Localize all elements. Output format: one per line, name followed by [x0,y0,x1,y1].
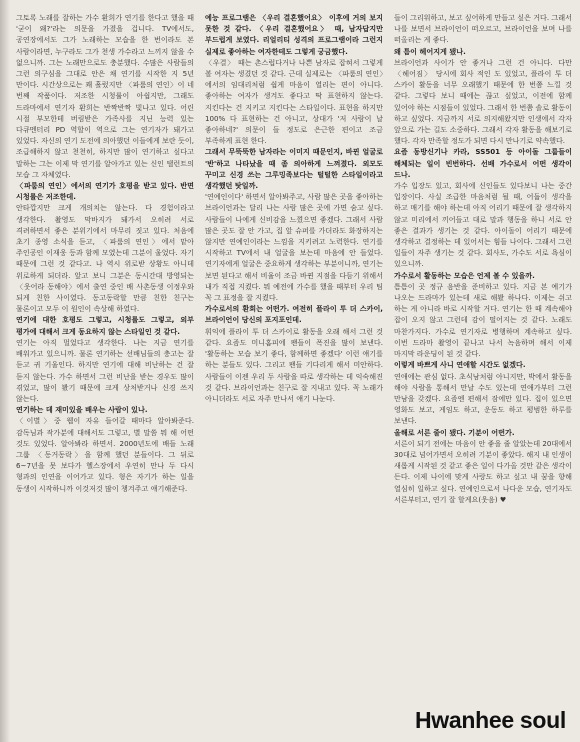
interview-question: 이렇게 바쁘게 사니 연애할 시간도 없겠다. [394,360,526,370]
page-binding-shadow [0,0,10,742]
interview-answer: 안타깝지만 크게 개의치는 않는다. 다 경험이라고 생각한다. 촬영도 막바지가 돼가서 오히려 서로 격려하면서 좋은 분위기에서 마무리 짓고 있다. 처음에 초기 종영 소식을 듣고, 〈파룸의 연인〉에서 맡아 주인공인 이재웅 등과 함께 모였는데 그분이 울었다. 자기 때문에 그런 것 같다고. 나 역시 위로받 상황도 아니데 위로하게 되더라. 앞고 보니 그분은 동시간대 방영되는 〈웃어라 동해야〉에서 출연 중인 배 사촌동생 이정우와 되게 친한 사이였다. 동고동락할 만큼 친한 친구는 물론이고 모두 이 원인이 속상해 하였다. [16,203,194,314]
interview-question: 연기하는 데 재미있을 배우는 사람이 있나. [16,405,148,415]
interview-answer: 연애에는 관심 없다. 초식남처럼 아니지만, 박에서 활동을 해야 사람을 통해서 만날 수도 있는데 연애가부터 그런 만남을 갖겠다. 요즘엔 편해서 잠에만 있다. 집이 있으면 영화도 보고, 게임도 하고, 운동도 하고 평범한 하루를 보낸다. [394,371,572,426]
article-title-brand: Hwanhee soul [414,707,566,733]
interview-question: 요즘 동방신기나 카라, SS501 등 아이돌 그룹들이 해체되는 일이 빈번하다. 선배 가수로서 어떤 생각이 드나. [394,147,572,179]
article-column-2 [205,12,383,700]
interview-answer: 〈이별〉중 웹이 자유 들어갈 때마다 알아봐준다. 감독님과 작가분에 대해서도 그렇고, 별 말씀 뭐 해 어떤 것도 있었다. 알아봐라 하면서. 2000년도에 배들 노래 그룹 〈동거동락〉을 함께 했던 분들이다. 그 뒤로 6~7년을 못 보다가 헬스장에서 우연히 만나 두 다시 형과의 인연을 이어가고 있다. 형은 자기가 하는 일을 동생이 시작하니까 이것저것 많이 챙겨주고 얘기해준다. [16,416,194,493]
interview-answer: 틈틈이 곳 정규 음반을 준비하고 있다. 지금 본 예기가 나오는 드라마가 있는데 새로 해봤 하나다. 이제는 쉬고 하는 게 아니라 바로 시작할 거다. 연기는 한 때 계속해야 잡이 오지 않고 그런데 감이 떨어지는 것 같다. 노래도 마찬가지다. 가수로 연기자로 병행하며 계속하고 싶다. 이번 드라마 촬영이 끝나고 나서 녹음하며 해서 이제 마지막 라운딩이 된 것 같다. [394,281,572,359]
interview-answer: '연예인이다' 하면서 알아봐주고, 사람 많은 곳을 좋아하는 브라이언과는 달리 나는 사람 많은 곳에 가면 숨고 싶다. 사람들이 나에게 신비감을 느꼈으면 좋겠다. 그래서 사람 많은 곳도 잘 안 가고, 집 앞 슈퍼를 가더라도 화장하지는 않지만 연예인이라는 느낌을 지키려고 노력한다. 연기를 시작하고 TV에서 내 얼굴을 보는데 마음에 안 들었다. 연기자에게 얼굴은 중요하게 생각하는 부분이니까, 연기는 보면 된다고 해서 비율이 조금 바뀐 지점을 다듬기 위해서 내가 직접 지켰다. 뭐 예전에 가수를 했을 때부터 우리 팀 꼭 그 표정을 잘 지켰다. [205,192,383,303]
interview-question: 연기에 대한 호평도 그렇고, 시청률도 그렇고, 외부 평가에 대해서 크게 동요하지 않는 스타일인 것 같다. [16,315,194,336]
article-column-3 [394,12,572,700]
interview-answer: 들이 그리워하고, 보고 싶어하게 만들고 싶은 거다. 그래서 나를 보면서 브라이언이 떠오르고, 브라이언을 보며 나를 떠올리는 게 좋다. [394,13,572,45]
interview-question: 가수로서의 환희는 어떤가. 여전히 플라이 투 더 스카이, 브라이언이 당신의 포지포인데. [205,304,383,325]
interview-answer: 가수 입장도 있고, 회사에 신인들도 있다보니 나는 중간 입장이다. 사실 조급한 마음처럼 될 때, 어둡이 생각을 하고 매기를 해야 하는데 아직 어리기 때문에 잘 생각하지 않고 미리에서 끼어들고 대로 말과 행동을 하니 서로 안 좋은 결과가 생기는 것 같다. 아이돌이 어리기 때문에 생각하고 결정하는 데 있어서는 힘들 나이다. 그래서 그런 일들이 자주 생기는 것 같다. 회사도, 가수도 서로 욕심이 있으니까. [394,181,572,269]
interview-question: 올해로 서른 줄이 됐다. 기분이 어떤가. [394,427,515,437]
interview-question: 그래서 무뚝뚝한 남자라는 이미지 때문인지, 바뀐 얼굴로 '반'하고 나타났을 때 좀 의아하게 느껴졌다. 외모도 꾸미고 신경 쓰는 그루밍족보다는 털털한 스타일이라고 생각했던 탓일까. [205,147,383,191]
interview-question: 예능 프로그램은 〈우리 결혼했어요〉 이후에 거의 보지 못한 것 같다. 〈우리 결혼했어요〉 때, 남자답지만 부드럽게 보였다. 리얼리티 성격의 프로그램이라 그런지 실제로 좋아하는 여자한테도 그렇게 궁금했다. [205,13,383,56]
interview-question: 왜 틈이 헤어지게 됐나. [394,46,466,56]
interview-question: 가수로서 활동하는 모습은 언제 볼 수 있을까. [394,270,535,280]
interview-answer: 서른이 되기 전에는 마음이 안 좋을 줄 알았는데 20대에서 30대로 넘어가면서 오히려 기분이 좋았다. 해지 내 인생이 새롭게 시작된 것 같고 좋은 일이 다가올 것만 같은 생각이 든다. 이제 나이에 맞게 사랑도 하고 싶고 내 꿈을 향해 열심히 일하고 싶다. 연예인으로서 나다운 모습, 연기자도 서른부터고, 연기 잘 할게요(웃음) ♥ [394,438,572,504]
interview-answer: 브라이언과 사이가 안 좋거나 그런 건 아니다. 다만 〈헤어짐〉 당시에 회사 적인 도 있었고, 플라이 투 더 스카이 활동을 너무 오래했기 때문에 한 번쯤 느낄 것 같다. 그렇다 보니 때에는 끊고 싶었고, 이전에 함께 있어야 하는 시점들이 있었다. 그래서 한 번쯤 솔로 활동이 하고 싶었다. 지금까지 서로 의지해왔지만 인생에서 각자 앞으로 가는 길도 소중하다. 그래서 각자 활동을 해보기로 했다. 각자 만족할 정도가 되면 다시 만나기로 약속했다. [394,57,572,146]
interview-question: 〈파룸의 연인〉에서의 연기가 호평을 받고 있다. 반면 시청률은 저조한데. [16,181,194,202]
article-column-1 [16,12,194,700]
interview-answer: 〈우결〉 때는 촌스럽다거나 나쁜 남자로 잡혀서 그렇게 볼 여자는 생겼던 것 같다. 근데 실제로는 〈파룸의 연인〉에서의 임대리처럼 쉽게 마음이 열리는 편이 아니다. 좋아하는 여자가 생겨도 좋다고 딱 표현하지 않는다. 지킨다는 건 지키고 지킨다는 스타일이다. 표현을 하지만 100% 다 표현하는 건 아니고, 상대가 '저 사람이 날 좋아하네?' 의문이 들 정도로 은근한 편이고 조금 부족하게 표현 한다. [205,57,383,146]
interview-answer: 연기는 아직 멀었다고 생각한다. 나는 지금 연기를 배워가고 있으니까. 물론 연기하는 선배님들의 충고는 잘 듣고 귀 기울인다. 하지만 연기에 대해 비난하는 건 잘 듣지 않는다. 가수 하면서 그런 비난을 받는 경우도 많이 겪었고, 많이 봤기 때문에 크게 상처받거나 신경 쓰지 않는다. [16,337,194,403]
interview-answer: 휘익에 플라이 투 더 스카이로 활동을 오래 해서 그런 것 같다. 요즘도 미니홈피에 팬들이 폭진을 많이 보낸다. '활동하는 모습 보기 좋다, 함께하면 좋겠다' 이런 얘기를 하는 분들도 있다. 그리고 팬들 기다리게 해서 미안하다. 사람들이 이젠 우리 두 사람을 따로 생각하는 데 익숙해진 것 같다. 브라이언과는 친구로 잘 지내고 있다. 꼭 노래가 아니더라도 서로 자주 만나서 얘기 나눈다. [205,326,383,403]
interview-answer: 그토록 노래를 잘하는 가수 환희가 연기를 한다고 했을 때 '굳이 왜?'라는 의문을 가졌을 겁니다. TV에서도, 공연장에서도 그가 노래하는 모습을 한 번이라도 본 사람이라면, 누구라도 그가 천생 가수라고 느끼지 않을 수 없으니까. 그는 노래만으로도 충분했다. 수많은 사람들의 그런 의구심을 그대로 안은 채 연기를 시작한 지 5년 만이다. 시간상으로는 꽤 흘렀지만 〈파룸의 연인〉이 네 번째 작품이다. 저조한 시청률이 아쉽지만, 그래도 드라마에서 연기자 환희는 반짝반짝 빛나고 있다. 어린 시절 부모한테 버림받은 가족사를 지닌 능력 있는 다큐멘터리 PD 역할이 역으로 그는 연기자가 돼가고 있었다. 자신의 연기 도전에 의아했던 이들에게 보란 듯이, 조급해하지 않고 천천히, 하지만 많이 연기하고 싶다고 말하는 그는 이제 막 연기를 알아가고 있는 신인 탤런트의 모습 그 자체였다. [16,13,194,179]
article-columns [16,12,572,700]
